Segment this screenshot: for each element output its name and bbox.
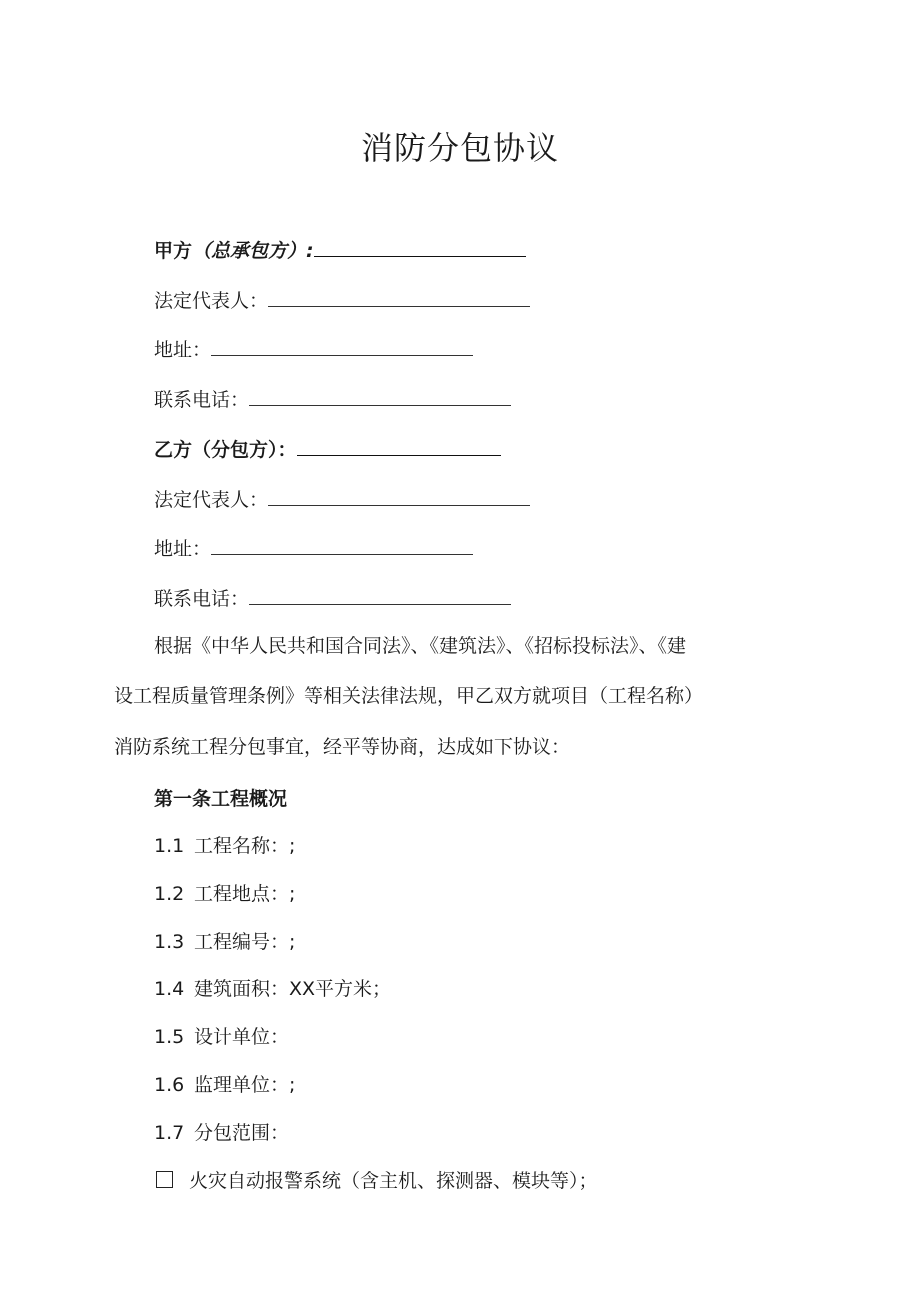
- party-a-label: 甲方: [154, 240, 193, 262]
- party-b-phone-line: [154, 584, 511, 613]
- party-a-blank[interactable]: [314, 236, 526, 257]
- party-a-rep-label: 法定代表人：: [154, 290, 269, 312]
- clause-text: 分包范围：: [194, 1122, 290, 1144]
- clause-text: 建筑面积：XX平方米；: [194, 978, 392, 1000]
- clause-number: 1.1: [154, 835, 185, 857]
- party-a-phone-blank[interactable]: [249, 385, 511, 406]
- party-a-rep-line: [154, 286, 530, 315]
- party-b-blank[interactable]: [297, 435, 501, 456]
- party-a-note: （总承包方）:: [192, 240, 314, 262]
- party-a-phone-label: 联系电话：: [154, 389, 250, 411]
- party-b-phone-blank[interactable]: [249, 584, 511, 605]
- preamble-line-3: 消防系统工程分包事宜，经平等协商，达成如下协议：: [114, 736, 571, 758]
- party-b-addr-label: 地址：: [154, 538, 212, 560]
- party-a-addr-blank[interactable]: [211, 335, 473, 356]
- clause-text: 工程名称：;: [194, 835, 296, 857]
- clause-1-3: [154, 928, 295, 956]
- party-b-addr-blank[interactable]: [211, 534, 473, 555]
- party-a-rep-blank[interactable]: [268, 286, 530, 307]
- clause-1-2: [154, 880, 295, 908]
- clause-number: 1.5: [154, 1026, 185, 1048]
- party-b-phone-label: 联系电话：: [154, 588, 250, 610]
- clause-1-4: [154, 975, 391, 1003]
- clause-text: 监理单位：;: [194, 1074, 296, 1096]
- clause-1-7: [154, 1119, 289, 1147]
- preamble-line-2: 设工程质量管理条例》等相关法律法规，甲乙双方就项目（工程名称）: [114, 685, 704, 707]
- article-1-heading: 第一条工程概况: [154, 788, 288, 810]
- party-a-line: [154, 236, 526, 265]
- clause-text: 工程地点：;: [194, 883, 296, 905]
- clause-number: 1.7: [154, 1122, 185, 1144]
- clause-1-5: [154, 1023, 289, 1051]
- preamble-line-1: 根据《中华人民共和国合同法》、《建筑法》、《招标投标法》、《建: [154, 635, 687, 657]
- clause-1-1: [154, 832, 295, 860]
- clause-1-6: [154, 1071, 295, 1099]
- scope-option-fire-alarm: [156, 1167, 598, 1195]
- clause-number: 1.2: [154, 883, 185, 905]
- scope-option-label: 火灾自动报警系统（含主机、探测器、模块等）；: [189, 1170, 598, 1192]
- party-b-addr-line: [154, 534, 473, 563]
- clause-text: 设计单位：: [194, 1026, 290, 1048]
- party-b-rep-label: 法定代表人：: [154, 489, 269, 511]
- checkbox-icon[interactable]: [156, 1171, 173, 1188]
- party-a-phone-line: [154, 385, 511, 414]
- document-title: 消防分包协议: [360, 129, 559, 167]
- party-a-addr-line: [154, 335, 473, 364]
- party-a-addr-label: 地址：: [154, 339, 212, 361]
- clause-number: 1.6: [154, 1074, 185, 1096]
- clause-number: 1.4: [154, 978, 185, 1000]
- party-b-label: 乙方（分包方）：: [154, 439, 297, 461]
- party-b-rep-line: [154, 485, 530, 514]
- party-b-rep-blank[interactable]: [268, 485, 530, 506]
- party-b-line: [154, 435, 501, 464]
- clause-text: 工程编号：;: [194, 931, 296, 953]
- clause-number: 1.3: [154, 931, 185, 953]
